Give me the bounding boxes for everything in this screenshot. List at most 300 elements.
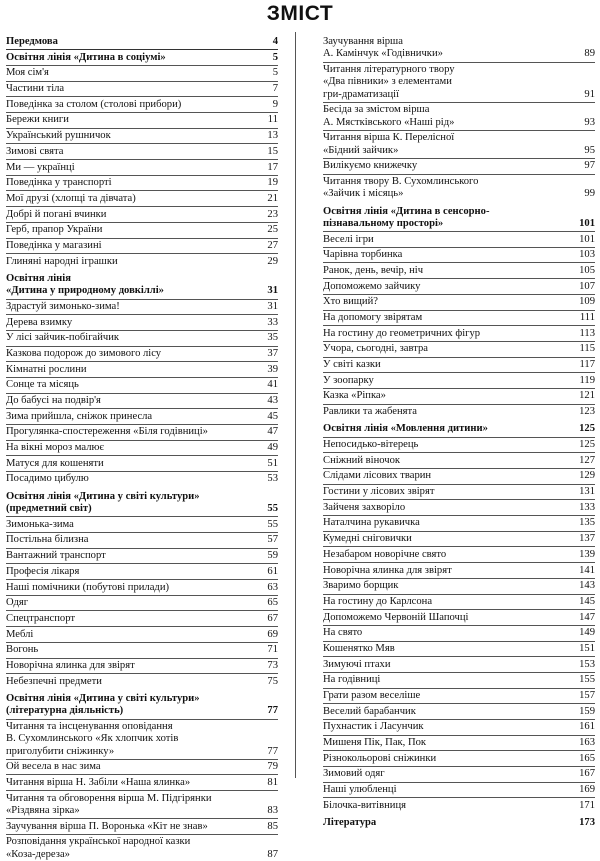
toc-rule [6,238,278,239]
toc-entry [6,364,278,376]
toc-entry [6,67,278,79]
toc-page-number: 77 [267,705,278,717]
toc-rule [6,532,278,533]
toc-entry [6,534,278,546]
toc-entry [6,793,278,818]
toc-rule [6,190,278,191]
toc-entry [323,176,595,201]
toc-section-heading [323,423,595,435]
toc-section-heading [6,273,278,298]
toc-column-left [6,36,278,861]
toc-rule [323,735,595,736]
toc-entry-title: Зваримо борщик [323,580,399,592]
toc-entry [6,209,278,221]
toc-page-number: 4 [272,36,278,47]
toc-entry-title: Сніжний віночок [323,454,401,466]
toc-page-number: 137 [579,533,595,545]
toc-page-number: 13 [267,130,278,142]
toc-entry-title: Бесіда за змістом вірша А. Мястківського «Наші рід» [323,104,455,128]
toc-entry-title: Добрі й погані вчинки [6,208,107,220]
toc-page-number: 107 [579,280,595,292]
toc-entry [323,612,595,624]
toc-page-number: 35 [267,332,278,344]
toc-rule [323,766,595,767]
toc-page-number: 79 [267,761,278,773]
toc-entry-title: На гостину до Карлсона [323,595,433,607]
toc-entry-title: Різнокольорові сніжинки [323,752,437,764]
toc-page-number: 139 [579,548,595,560]
toc-entry-title: На допомогу звірятам [323,311,423,323]
toc-entry [6,114,278,126]
toc-page-number: 59 [267,550,278,562]
toc-rule [6,658,278,659]
toc-rule [323,102,595,103]
toc-entry-title: Пухнастик і Ласунчик [323,721,424,733]
toc-entry [6,332,278,344]
toc-page-number: 15 [267,145,278,157]
toc-rule [323,546,595,547]
toc-page-number: 53 [267,473,278,485]
toc-page-number: 163 [579,737,595,749]
toc-entry [323,643,595,655]
toc-page-number: 27 [267,239,278,251]
toc-rule [323,294,595,295]
toc-page-number: 69 [267,628,278,640]
toc-entry [323,265,595,277]
toc-entry-title: Освітня лінія «Дитина в соціумі» [6,51,166,63]
toc-entry [323,486,595,498]
toc-rule [6,610,278,611]
toc-rule [6,143,278,144]
toc-page-number: 39 [267,363,278,375]
toc-entry [6,177,278,189]
toc-entry [323,596,595,608]
toc-entry-title: У лісі зайчик-побігайчик [6,332,120,344]
toc-entry [6,130,278,142]
toc-page-number: 37 [267,347,278,359]
toc-rule [323,437,595,438]
toc-entry-title: Кошенятко Мяв [323,642,395,654]
toc-entry [6,348,278,360]
toc-entry-title: Ранок, день, вечір, ніч [323,264,424,276]
toc-entry [6,550,278,562]
toc-rule [323,797,595,798]
toc-entry-title: Кумедні сніговички [323,533,412,545]
toc-entry-title: Мишеня Пік, Пак, Пок [323,737,427,749]
toc-rule [6,719,278,720]
toc-page-number: 55 [267,503,278,515]
toc-entry [6,99,278,111]
toc-entry-title: Читання та інсценування оповідання В. Сухомлинського «Як хлопчик хотів приголубити сніжинку» [6,720,179,757]
toc-entry [323,580,595,592]
toc-page-number: 25 [267,224,278,236]
toc-entry [323,234,595,246]
toc-rule [6,440,278,441]
toc-rule [6,759,278,760]
toc-entry-title: Равлики та жабенята [323,406,417,418]
toc-rule [6,253,278,254]
toc-page-number: 71 [267,644,278,656]
toc-page-number: 121 [579,390,595,402]
toc-entry-title: У світі казки [323,359,381,370]
toc-page-number: 113 [579,327,595,339]
toc-entry [6,162,278,174]
toc-rule [323,372,595,373]
toc-page-number: 29 [267,255,278,267]
toc-page-number: 51 [267,457,278,469]
toc-page-number: 143 [579,580,595,592]
toc-entry-title: Здрастуй зимонько-зима! [6,300,120,312]
toc-page-number: 151 [579,642,595,654]
toc-section-heading [6,52,278,64]
toc-rule [6,96,278,97]
toc-page-number: 19 [267,177,278,189]
toc-entry [6,395,278,407]
toc-page-number: 133 [579,501,595,513]
toc-entry [323,36,595,61]
toc-entry [6,224,278,236]
page-title: ЗМІСТ [266,2,334,25]
toc-section-heading [6,491,278,516]
toc-page-number: 167 [579,768,595,780]
toc-page-number: 67 [267,612,278,624]
toc-entry [6,821,278,833]
toc-entry-title: Слідами лісових тварин [323,470,432,482]
toc-entry [323,690,595,702]
toc-rule [6,128,278,129]
toc-entry-title: Глиняні народні іграшки [6,255,118,267]
toc-entry-title: Освітня лінія «Дитина у природному довкіллі» [6,272,164,297]
toc-rule [323,174,595,175]
toc-entry [323,160,595,172]
toc-entry-title: Наші помічники (побутові прилади) [6,581,170,593]
toc-rule [323,656,595,657]
toc-rule [6,579,278,580]
toc-rule [6,206,278,207]
toc-page-number: 109 [579,296,595,308]
toc-entry-title: Зимові свята [6,145,64,157]
toc-entry-title: Гостини у лісових звірят [323,486,435,498]
toc-entry [6,301,278,313]
toc-entry-title: Матуся для кошеняти [6,457,104,469]
toc-rule [323,357,595,358]
toc-page-number: 115 [579,343,595,355]
toc-rule [6,642,278,643]
toc-page-number: 5 [272,51,278,63]
toc-rule [323,262,595,263]
toc-entry-title: Читання твору В. Сухомлинського «Зайчик і місяць» [323,175,479,200]
toc-entry [323,800,595,812]
toc-entry [6,761,278,773]
toc-page-number: 119 [579,374,595,386]
toc-page-number: 97 [584,160,595,172]
toc-rule [323,310,595,311]
toc-page-number: 103 [579,249,595,261]
toc-rule [6,361,278,362]
toc-entry [323,406,595,418]
toc-entry-title: Освітня лінія «Дитина у світі культури» (літературна діяльність) [6,692,200,717]
toc-rule [6,175,278,176]
toc-entry-title: Новорічна ялинка для звірят [323,564,452,576]
toc-page-number: 73 [267,659,278,671]
toc-rule [323,62,595,63]
toc-page-number: 161 [579,721,595,733]
toc-entry-title: Література [323,817,377,829]
toc-page-number: 9 [272,98,278,110]
toc-rule [6,563,278,564]
toc-entry [6,566,278,578]
toc-entry [6,660,278,672]
toc-entry [6,836,278,861]
toc-entry-title: Читання вірша Н. Забіли «Наша ялинка» [6,776,191,788]
toc-rule [323,247,595,248]
toc-entry-title: На гостину до геометричних фігур [323,327,481,339]
toc-entry [323,359,595,371]
toc-page-number: 61 [267,565,278,577]
toc-rule [323,641,595,642]
toc-entry [323,768,595,780]
toc-page-number: 41 [267,379,278,391]
toc-page-number: 171 [579,799,595,811]
toc-entry [6,777,278,789]
toc-page-number: 49 [267,442,278,454]
toc-rule [6,112,278,113]
toc-entry-title: Вилікуємо книжечку [323,160,418,172]
toc-entry [323,343,595,355]
toc-rule [323,388,595,389]
toc-page-number: 93 [584,116,595,128]
toc-rule [323,672,595,673]
toc-entry-title: Казкова подорож до зимового лісу [6,347,162,359]
toc-page-number: 65 [267,597,278,609]
toc-page-number: 43 [267,395,278,407]
toc-rule [6,299,278,300]
toc-entry [6,193,278,205]
toc-entry-title: Ой весела в нас зима [6,761,101,773]
toc-entry-title: Розповідання української народної казки «Коза-дереза» [6,836,191,860]
toc-entry-title: Заучування вірша А. Камінчук «Годівнички» [323,36,443,60]
toc-entry [323,249,595,261]
toc-page-number: 55 [267,518,278,530]
toc-page-number: 21 [267,192,278,204]
toc-entry-title: Новорічна ялинка для звірят [6,659,135,671]
toc-entry-title: Білочка-витівниця [323,799,407,811]
toc-entry-title: Небезпечні предмети [6,675,102,687]
toc-entry-title: Зайченя захворіло [323,501,406,513]
toc-rule [6,471,278,472]
toc-entry-title: Український рушничок [6,130,111,142]
toc-entry [323,721,595,733]
toc-entry-title: Зимонька-зима [6,518,74,530]
toc-page-number: 91 [584,88,595,100]
toc-entry-title: Зимовий одяг [323,768,385,780]
toc-rule [6,455,278,456]
toc-entry [6,629,278,641]
toc-entry-title: Читання вірша К. Перелісної «Бідний зайчик» [323,132,455,156]
toc-entry-title: До бабусі на подвір'я [6,395,101,407]
toc-entry [323,132,595,157]
toc-rule [6,548,278,549]
toc-entry [6,676,278,688]
toc-entry [6,411,278,423]
toc-entry [323,737,595,749]
toc-entry-title: Посадимо цибулю [6,473,89,485]
toc-page-number: 135 [579,517,595,529]
toc-entry [323,439,595,451]
toc-entry [6,146,278,158]
toc-entry [323,390,595,402]
toc-rule [6,595,278,596]
toc-entry-title: Поведінка у магазині [6,239,102,251]
toc-rule [323,452,595,453]
toc-entry-title: Заучування вірша П. Воронька «Кіт не знав» [6,820,208,832]
toc-page-number: 77 [267,745,278,757]
toc-rule [323,719,595,720]
toc-page-number: 31 [267,300,278,312]
column-divider [295,32,296,778]
toc-rule [6,49,278,50]
toc-entry [323,549,595,561]
toc-entry-title: Допоможемо зайчику [323,280,421,292]
toc-page-number: 145 [579,595,595,607]
toc-entry [6,426,278,438]
toc-entry [323,517,595,529]
toc-entry-title: Казка «Ріпка» [323,390,386,402]
toc-rule [323,625,595,626]
toc-entry-title: Професія лікаря [6,565,80,577]
toc-entry [323,753,595,765]
toc-rule [323,468,595,469]
toc-entry [323,104,595,129]
toc-page-number: 111 [579,311,595,323]
toc-entry-title: Наші улюбленці [323,784,397,796]
toc-rule [323,404,595,405]
toc-entry-title: На годівниці [323,674,381,686]
toc-rule [6,393,278,394]
toc-rule [6,314,278,315]
toc-entry [323,659,595,671]
toc-page-number: 129 [579,470,595,482]
toc-rule [323,130,595,131]
toc-rule [323,594,595,595]
toc-page-number: 45 [267,410,278,422]
toc-entry [6,256,278,268]
toc-page-number: 159 [579,705,595,717]
toc-entry-title: Сонце та місяць [6,379,79,391]
toc-page-number: 169 [579,784,595,796]
toc-entry-title: Вогонь [6,644,39,656]
toc-entry [6,442,278,454]
toc-entry [6,379,278,391]
toc-entry-title: Частини тіла [6,83,65,95]
toc-page-number: 7 [272,83,278,95]
toc-page-number: 127 [579,454,595,466]
toc-entry-title: Вантажний транспорт [6,550,106,562]
toc-entry [323,565,595,577]
toc-section-heading [323,206,595,231]
toc-entry [323,502,595,514]
toc-rule [323,562,595,563]
toc-entry [6,582,278,594]
toc-entry-title: Незабаром новорічне свято [323,548,447,560]
toc-entry [6,644,278,656]
toc-rule [323,325,595,326]
toc-rule [6,81,278,82]
toc-rule [6,774,278,775]
toc-page-number: 101 [579,233,595,245]
toc-entry-title: Постільна білизна [6,534,89,546]
toc-page-number: 165 [579,752,595,764]
toc-page-number: 125 [579,439,595,451]
toc-page-number: 57 [267,534,278,546]
toc-rule [6,408,278,409]
toc-page-number: 89 [584,48,595,60]
toc-entry-title: Наталчина рукавичка [323,517,420,529]
toc-rule [6,330,278,331]
toc-entry-title: Мої друзі (хлопці та дівчата) [6,192,136,204]
toc-entry [6,613,278,625]
toc-entry-title: Моя сім'я [6,67,49,79]
toc-rule [6,377,278,378]
toc-entry-title: Хто вищий? [323,296,378,308]
toc-page-number: 23 [267,208,278,220]
toc-entry-title: Освітня лінія «Дитина у світі культури» (предметний світ) [6,490,200,515]
toc-entry-title: Зимуючі птахи [323,658,391,670]
toc-rule [6,159,278,160]
toc-page-number: 5 [272,67,278,79]
toc-column-right [323,36,595,829]
toc-rule [323,158,595,159]
toc-rule [6,626,278,627]
toc-entry-title: Передмова [6,36,58,47]
toc-entry-title: Читання та обговорення вірша М. Підгірянки «Різдвяна зірка» [6,792,212,816]
toc-page-number: 99 [584,188,595,200]
toc-entry [6,317,278,329]
toc-entry-title: Меблі [6,628,34,640]
toc-entry-title: Чарівна торбинка [323,249,403,261]
toc-rule [323,688,595,689]
toc-entry-title: Поведінка у транспорті [6,177,112,189]
toc-rule [6,65,278,66]
toc-entry [323,375,595,387]
toc-rule [6,346,278,347]
toc-entry [6,519,278,531]
toc-rule [323,750,595,751]
toc-page-number: 101 [579,217,595,229]
toc-section-heading [6,36,278,48]
toc-rule [323,341,595,342]
toc-page-number: 141 [579,564,595,576]
toc-entry-title: Освітня лінія «Мовлення дитини» [323,423,488,435]
toc-entry [323,312,595,324]
toc-entry-title: На свято [323,627,363,639]
toc-page-number: 81 [267,776,278,788]
toc-entry [6,473,278,485]
toc-entry [323,706,595,718]
toc-page-number: 33 [267,316,278,328]
toc-page-number: 83 [267,804,278,816]
toc-section-heading [6,693,278,718]
toc-rule [6,424,278,425]
toc-entry [323,455,595,467]
toc-page-number: 123 [579,406,595,418]
toc-page-number: 87 [267,848,278,860]
toc-rule [6,673,278,674]
toc-entry [323,470,595,482]
toc-entry [323,627,595,639]
toc-rule [323,499,595,500]
toc-entry-title: Одяг [6,597,29,609]
